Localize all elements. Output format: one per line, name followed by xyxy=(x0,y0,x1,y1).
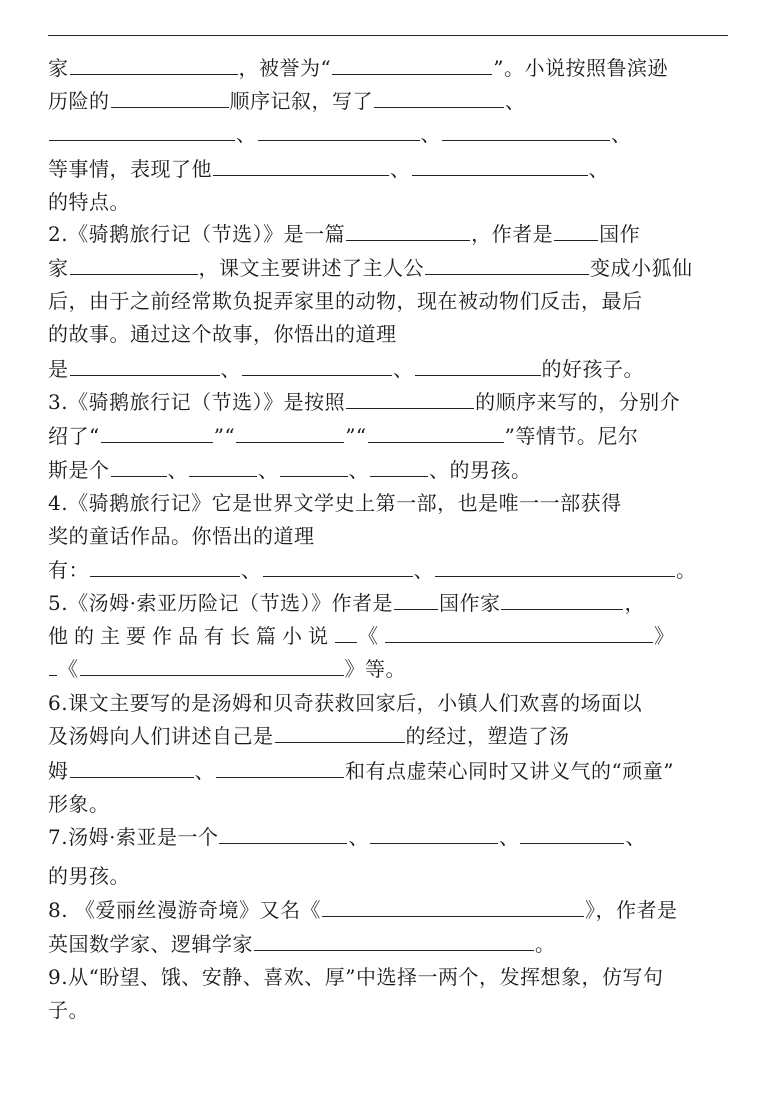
line-text: 的故事。通过这个故事，你悟出的道理 xyxy=(48,322,397,346)
fill-in-blank[interactable] xyxy=(415,357,541,376)
line-text: 》 xyxy=(654,624,680,648)
fill-in-blank[interactable] xyxy=(412,157,588,176)
fill-in-blank[interactable] xyxy=(236,424,344,443)
line-text: 子。 xyxy=(48,998,89,1022)
fill-in-blank[interactable] xyxy=(425,256,589,275)
line-text: 、 xyxy=(611,122,632,146)
line-text: 。 xyxy=(676,558,697,582)
line-text: 家 xyxy=(48,256,69,280)
line-text: 、 xyxy=(420,122,441,146)
line-text: 他的主要作品有长篇小说 xyxy=(48,624,334,648)
fill-in-blank[interactable] xyxy=(275,724,405,743)
fill-in-blank[interactable] xyxy=(111,458,167,477)
text-line xyxy=(48,860,130,893)
line-text: 斯是个 xyxy=(48,458,110,482)
line-text: 、 xyxy=(348,825,369,849)
line-text: ”等情节。尼尔 xyxy=(504,424,639,448)
line-text: 、 xyxy=(393,357,414,381)
fill-in-blank[interactable] xyxy=(322,898,584,917)
line-text: 的男孩。 xyxy=(48,864,130,888)
line-text: 、 xyxy=(390,157,411,181)
text-line xyxy=(48,218,640,251)
fill-in-blank[interactable] xyxy=(370,458,428,477)
line-text: 国作 xyxy=(599,222,641,246)
text-line xyxy=(48,52,668,85)
line-text: 、 xyxy=(348,458,369,482)
fill-in-blank[interactable] xyxy=(70,56,238,75)
text-line xyxy=(48,186,130,219)
line-text: 英国数学家、逻辑学家 xyxy=(48,932,253,956)
text-line xyxy=(48,928,556,961)
fill-in-blank[interactable] xyxy=(501,591,623,610)
line-text: 2.《骑鹅旅行记（节选）》是一篇 xyxy=(48,222,346,246)
text-line xyxy=(48,821,646,854)
line-text: 和有点虚荣心同时又讲义气的“顽童” xyxy=(345,759,674,783)
line-text: 、 xyxy=(505,89,526,113)
fill-in-blank[interactable] xyxy=(554,222,598,241)
line-text: 》，作者是 xyxy=(584,898,678,922)
text-line xyxy=(48,318,397,351)
fill-in-blank[interactable] xyxy=(90,558,240,577)
text-line xyxy=(48,153,609,186)
fill-in-blank[interactable] xyxy=(346,390,474,409)
line-text: 国作家 xyxy=(438,591,501,615)
text-line xyxy=(48,961,664,994)
text-line xyxy=(48,620,680,653)
fill-in-blank[interactable] xyxy=(385,624,653,643)
line-text: 、 xyxy=(241,558,262,582)
text-line xyxy=(48,994,89,1027)
text-line xyxy=(48,386,680,419)
fill-in-blank[interactable] xyxy=(263,558,413,577)
fill-in-blank[interactable] xyxy=(49,122,235,141)
line-text: 7.汤姆·索亚是一个 xyxy=(48,825,219,849)
line-text: 家 xyxy=(48,56,69,80)
fill-in-blank[interactable] xyxy=(49,657,57,676)
text-line xyxy=(48,687,642,720)
line-text: 、 xyxy=(413,558,434,582)
line-text: 的特点。 xyxy=(48,190,130,214)
fill-in-blank[interactable] xyxy=(111,89,229,108)
line-text: 5.《汤姆·索亚历险记（节选）》作者是 xyxy=(48,591,393,615)
fill-in-blank[interactable] xyxy=(435,558,675,577)
fill-in-blank[interactable] xyxy=(101,424,213,443)
fill-in-blank[interactable] xyxy=(219,825,347,844)
fill-in-blank[interactable] xyxy=(332,56,492,75)
text-line xyxy=(48,755,674,788)
line-text: 历险的 xyxy=(48,89,110,113)
line-text: ”。小说按照鲁滨逊 xyxy=(493,56,668,80)
text-line xyxy=(48,420,638,453)
line-text: 4.《骑鹅旅行记》它是世界文学史上第一部，也是唯一一部获得 xyxy=(48,491,622,515)
text-line xyxy=(48,85,526,118)
line-text: 姆 xyxy=(48,759,69,783)
line-text: 等事情，表现了他 xyxy=(48,157,212,181)
line-text: 顺序记叙，写了 xyxy=(229,89,373,113)
line-text: ，作者是 xyxy=(471,222,554,246)
line-text: 的顺序来写的，分别介 xyxy=(475,390,681,414)
line-text: 有： xyxy=(48,558,89,582)
line-text: 绍了“ xyxy=(48,424,100,448)
line-text: 、 xyxy=(588,157,609,181)
line-text: 变成小狐仙 xyxy=(590,256,693,280)
line-text: 、 xyxy=(236,122,257,146)
fill-in-blank[interactable] xyxy=(335,624,357,643)
line-text: 、 xyxy=(258,458,279,482)
line-text: 后，由于之前经常欺负捉弄家里的动物，现在被动物们反击，最后 xyxy=(48,289,643,313)
line-text: 、 xyxy=(167,458,188,482)
fill-in-blank[interactable] xyxy=(280,458,348,477)
line-text: ”“ xyxy=(213,424,236,448)
fill-in-blank[interactable] xyxy=(374,89,504,108)
text-line xyxy=(48,285,643,318)
fill-in-blank[interactable] xyxy=(370,825,498,844)
line-text: 。 xyxy=(535,932,556,956)
fill-in-blank[interactable] xyxy=(70,759,194,778)
text-line xyxy=(48,353,644,386)
fill-in-blank[interactable] xyxy=(80,657,344,676)
text-line xyxy=(48,554,697,587)
text-line xyxy=(48,788,110,821)
text-line xyxy=(48,587,645,620)
line-text: 8. 《爱丽丝漫游奇境》又名《 xyxy=(48,898,321,922)
line-text: 、的男孩。 xyxy=(429,458,532,482)
line-text: 、 xyxy=(498,825,520,849)
line-text: 》等。 xyxy=(344,657,406,681)
fill-in-blank[interactable] xyxy=(242,357,392,376)
line-text: 《 xyxy=(58,657,79,681)
fill-in-blank[interactable] xyxy=(254,932,534,951)
line-text: 3.《骑鹅旅行记（节选）》是按照 xyxy=(48,390,346,414)
fill-in-blank[interactable] xyxy=(442,122,610,141)
fill-in-blank[interactable] xyxy=(216,759,344,778)
fill-in-blank[interactable] xyxy=(346,222,470,241)
line-text: 是 xyxy=(48,357,69,381)
text-line xyxy=(48,894,677,927)
line-text: ，课文主要讲述了主人公 xyxy=(198,256,424,280)
line-text: 9.从“盼望、饿、安静、喜欢、厚”中选择一两个，发挥想象，仿写句 xyxy=(48,965,664,989)
text-line xyxy=(48,720,570,753)
line-text: 及汤姆向人们讲述自己是 xyxy=(48,724,274,748)
text-line xyxy=(48,653,406,686)
text-line xyxy=(48,252,693,285)
text-line xyxy=(48,487,622,520)
line-text: 奖的童话作品。你悟出的道理 xyxy=(48,524,315,548)
fill-in-blank[interactable] xyxy=(520,825,624,844)
line-text: 、 xyxy=(220,357,241,381)
line-text: ”“ xyxy=(345,424,367,448)
line-text: 《 xyxy=(358,624,384,648)
fill-in-blank[interactable] xyxy=(70,256,198,275)
text-line xyxy=(48,520,315,553)
fill-in-blank[interactable] xyxy=(258,122,420,141)
fill-in-blank[interactable] xyxy=(394,591,438,610)
line-text: 、 xyxy=(625,825,646,849)
line-text: 的好孩子。 xyxy=(541,357,644,381)
fill-in-blank[interactable] xyxy=(368,424,504,443)
fill-in-blank[interactable] xyxy=(189,458,257,477)
fill-in-blank[interactable] xyxy=(70,357,220,376)
line-text: 的经过，塑造了汤 xyxy=(405,724,570,748)
line-text: 、 xyxy=(194,759,215,783)
top-rule xyxy=(48,35,728,36)
line-text: 形象。 xyxy=(48,792,110,816)
text-line xyxy=(48,454,532,487)
line-text: ， xyxy=(624,591,645,615)
text-line xyxy=(48,118,632,151)
fill-in-blank[interactable] xyxy=(213,157,389,176)
line-text: 6.课文主要写的是汤姆和贝奇获救回家后，小镇人们欢喜的场面以 xyxy=(48,691,643,715)
line-text: ，被誉为“ xyxy=(238,56,332,80)
